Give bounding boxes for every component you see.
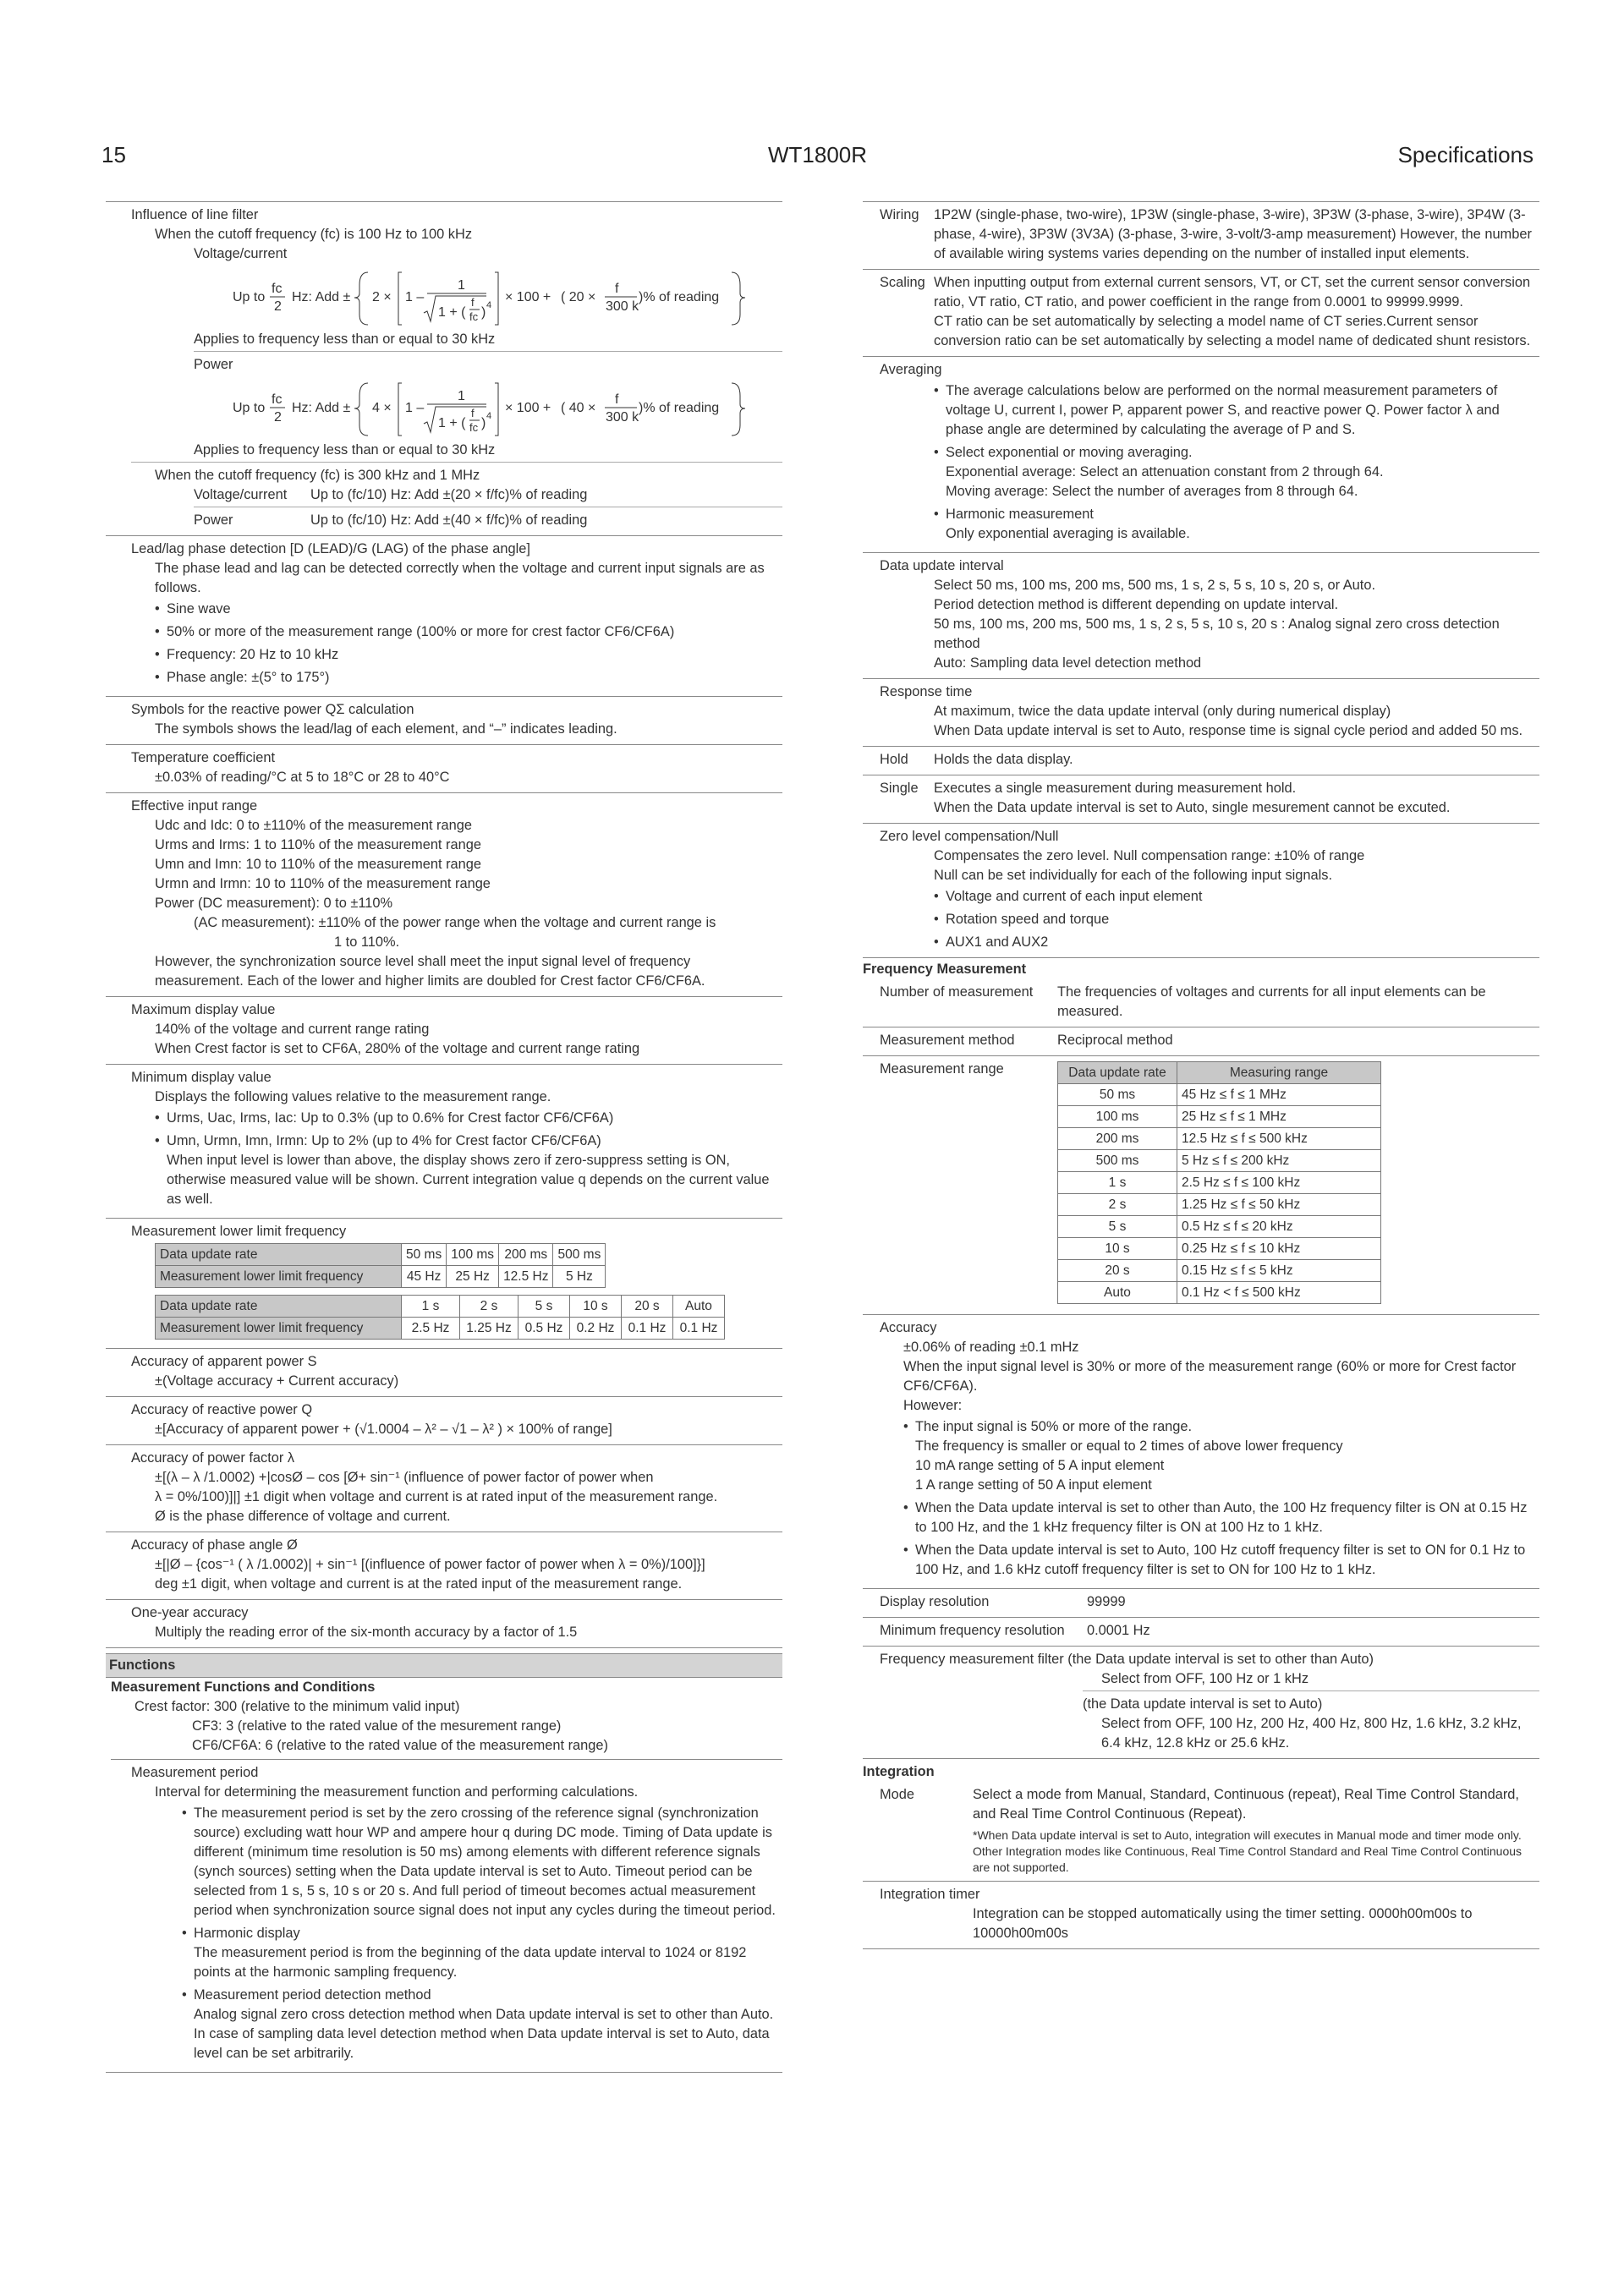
zero-item: • Voltage and current of each input element (934, 887, 1539, 907)
section-title: Specifications (1397, 142, 1533, 167)
disp-res-label: Display resolution (880, 1594, 990, 1609)
reactive-text: ±[Accuracy of apparent power + (√1.0004 – λ² – √1 – λ² ) × 100% of range] (155, 1422, 612, 1437)
cell: 0.25 Hz ≤ f ≤ 10 kHz (1177, 1238, 1381, 1260)
min-freq-block (863, 1618, 1539, 1647)
vc2-row (131, 485, 782, 505)
svg-text:Up to: Up to (233, 290, 266, 304)
cell: 500 ms (553, 1244, 606, 1266)
single-label: Single (880, 781, 919, 796)
cell: 45 Hz (402, 1266, 447, 1288)
p-note: Applies to frequency less than or equal to 30 kHz (194, 442, 496, 458)
eff-title: Effective input range (131, 798, 258, 814)
cell: 0.2 Hz (570, 1318, 622, 1340)
mp-item: • The measurement period is set by the zero crossing of the reference signal (synchronization source) excluding watt hour WP and ampere hour q during DC mode. Timing of Data update is different (minimum time resolution is 50 ms) among elements with different reference signals (synch sources) setting when the Data update interval is set to Auto. Timeout period can be selected from 1 s, 5 s, 10 s or 20 s. And full period of timeout becomes actual measurement period when synchronization source signal does not input any cycles during the timeout period. (182, 1804, 782, 1921)
eff-ac1: (AC measurement): ±110% of the power range when the voltage and current range is (194, 915, 716, 930)
mp-item-title: Measurement period detection method (194, 1987, 431, 2003)
tempco-text: ±0.03% of reading/°C at 5 to 18°C or 28 to 40°C (155, 770, 450, 785)
integ-heading: Integration (863, 1764, 935, 1779)
integ-mode-row (880, 1785, 1539, 1876)
svg-text:f: f (471, 407, 475, 419)
mindisp-item (155, 1132, 782, 1209)
leadlag-text: The phase lead and lag can be detected correctly when the voltage and current input signals are as follows. (155, 561, 765, 595)
cell: 0.1 Hz < f ≤ 500 kHz (1177, 1282, 1381, 1304)
scaling-block (863, 270, 1539, 357)
table-row (1058, 1238, 1381, 1260)
svg-text:1: 1 (458, 389, 465, 403)
p2-row (131, 511, 782, 530)
averaging-block (863, 357, 1539, 553)
averaging-item-a: Only exponential averaging is available. (946, 526, 1190, 541)
svg-text:2 ×: 2 × (372, 290, 392, 304)
apparent-title: Accuracy of apparent power S (131, 1354, 317, 1369)
single-row (880, 779, 1539, 818)
min-freq-value: 0.0001 Hz (1087, 1623, 1150, 1638)
cell: 5 Hz (553, 1266, 606, 1288)
svg-text:1 + (: 1 + ( (438, 416, 466, 430)
filter-block (863, 1647, 1539, 1759)
min-freq-row (880, 1621, 1539, 1641)
left-column (106, 201, 782, 2073)
table-row (1058, 1128, 1381, 1150)
svg-text:Up to: Up to (233, 401, 266, 415)
phase-title: Accuracy of phase angle Ø (131, 1537, 298, 1553)
sep (194, 351, 782, 352)
cell: 0.1 Hz (673, 1318, 725, 1340)
integ-mode-wrap (973, 1785, 1539, 1876)
svg-text:( 20 ×: ( 20 × (561, 290, 596, 304)
hold-block (863, 747, 1539, 775)
freq-method-block (863, 1027, 1539, 1056)
eff-block (106, 793, 782, 997)
response-block (863, 679, 1539, 747)
line-filter-title: Influence of line filter (131, 207, 259, 222)
cell: 2.5 Hz ≤ f ≤ 100 kHz (1177, 1172, 1381, 1194)
averaging-item-b: Moving average: Select the number of averages from 8 through 64. (946, 484, 1358, 499)
reactive-block (106, 1397, 782, 1445)
cell: 5 s (1058, 1216, 1177, 1238)
cell: 25 Hz (447, 1266, 499, 1288)
pf-l1: ±[(λ – λ /1.0002) +|cosØ – cos [Ø+ sin⁻¹ (influence of power factor of power when (155, 1470, 654, 1485)
oneyear-title: One-year accuracy (131, 1605, 249, 1620)
hold-row (880, 750, 1539, 770)
cell: 500 ms (1058, 1150, 1177, 1172)
zero-item: • AUX1 and AUX2 (934, 933, 1539, 952)
table-row (1058, 1282, 1381, 1304)
cell: 200 ms (499, 1244, 553, 1266)
cell: 50 ms (402, 1244, 447, 1266)
integ-timer-title: Integration timer (880, 1887, 980, 1902)
vc-note: Applies to frequency less than or equal to 30 kHz (194, 332, 496, 347)
hold-label: Hold (880, 752, 908, 767)
leadlag-item: • 50% or more of the measurement range (100% or more for crest factor CF6/CF6A) (155, 622, 782, 642)
leadlag-item: • Phase angle: ±(5° to 175°) (155, 668, 782, 688)
functions-subheading: Measurement Functions and Conditions (111, 1680, 376, 1695)
svg-text:Hz: Add ±: Hz: Add ± (292, 290, 351, 304)
cell: 1.25 Hz ≤ f ≤ 50 kHz (1177, 1194, 1381, 1216)
phase-l1: ±[|Ø – {cos⁻¹ ( λ /1.0002)| + sin⁻¹ [(influence of power factor of power when λ = 0%)/100]}] (155, 1557, 705, 1572)
tempco-block (106, 745, 782, 793)
leadlag-list (131, 600, 782, 688)
dui-l3: 50 ms, 100 ms, 200 ms, 500 ms, 1 s, 2 s, 5 s, 10 s, 20 s : Analog signal zero cross detection method (934, 616, 1500, 651)
zero-list (880, 887, 1539, 952)
cell: 1 s (402, 1296, 460, 1318)
functions-body (106, 1678, 782, 1760)
svg-text:f: f (615, 392, 619, 407)
cell: 0.5 Hz (518, 1318, 570, 1340)
scaling-text2: CT ratio can be set automatically by selecting a model name of CT series.Current sensor conversion ratio can be set automatically by selecting a model name of dedicated shunt resistors. (934, 314, 1531, 348)
averaging-item (934, 443, 1539, 501)
pf-l2: λ = 0%/100)]|] ±1 digit when voltage and current is at rated input of the measurement range. (155, 1489, 718, 1504)
mindisp-item-text: Umn, Urmn, Imn, Irmn: Up to 2% (up to 4% for Crest factor CF6/CF6A) (167, 1133, 601, 1148)
p2-label: Power (194, 512, 233, 528)
svg-text:)% of reading: )% of reading (639, 290, 720, 304)
eff-line: Urms and Irms: 1 to 110% of the measurement range (155, 837, 481, 852)
freq-acc-item: • When the Data update interval is set to other than Auto, the 100 Hz frequency filter is ON at 0.15 Hz to 100 Hz, and the 1 kHz frequency filter is ON at 100 Hz to 1 kHz. (903, 1499, 1539, 1537)
svg-text:fc: fc (469, 421, 479, 434)
freq-acc-l2: When the input signal level is 30% or more of the measurement range (60% or more for Crest factor CF6/CF6A). (903, 1359, 1517, 1394)
svg-text:1 –: 1 – (405, 290, 425, 304)
cell: 200 ms (1058, 1128, 1177, 1150)
maxdisp-block (106, 997, 782, 1065)
freq-method-row (880, 1031, 1539, 1050)
mindisp-block (106, 1065, 782, 1219)
pf-block (106, 1445, 782, 1532)
apparent-block (106, 1349, 782, 1397)
sep (1083, 1690, 1539, 1691)
cell: Auto (1058, 1282, 1177, 1304)
table-row (1058, 1216, 1381, 1238)
eff-line: Umn and Imn: 10 to 110% of the measurement range (155, 857, 482, 872)
mp-title: Measurement period (131, 1765, 259, 1780)
cell: 10 s (1058, 1238, 1177, 1260)
svg-text:4: 4 (486, 411, 492, 421)
cell: Auto (673, 1296, 725, 1318)
svg-text:f: f (615, 282, 619, 296)
maxdisp-l2: When Crest factor is set to CF6A, 280% of the voltage and current range rating (155, 1041, 640, 1056)
freq-acc-block (863, 1315, 1539, 1589)
zero-title: Zero level compensation/Null (880, 829, 1059, 844)
lowerlimit-table-2 (155, 1295, 725, 1340)
disp-res-row (880, 1592, 1539, 1612)
single-l1: Executes a single measurement during measurement hold. (934, 781, 1297, 796)
cell: 0.5 Hz ≤ f ≤ 20 kHz (1177, 1216, 1381, 1238)
svg-text:1: 1 (458, 278, 465, 293)
integ-mode-block (863, 1782, 1539, 1882)
averaging-item-title: Harmonic measurement (946, 507, 1094, 522)
symbols-block (106, 697, 782, 745)
svg-text:fc: fc (272, 392, 283, 407)
cell: 5 s (518, 1296, 570, 1318)
zero-block (863, 824, 1539, 957)
cell: 20 s (1058, 1260, 1177, 1282)
cell: 0.15 Hz ≤ f ≤ 5 kHz (1177, 1260, 1381, 1282)
power-label: Power (194, 357, 233, 372)
response-l2: When Data update interval is set to Auto, response time is signal cycle period and added 50 ms. (934, 723, 1523, 738)
freq-acc-title: Accuracy (880, 1320, 937, 1335)
eff-note: However, the synchronization source level shall meet the input signal level of frequency measurement. Each of the lower and higher limits are doubled for Crest factor CF6/CF6A. (155, 954, 705, 989)
integ-mode-note: *When Data update interval is set to Auto, integration will executes in Manual mode and timer mode only. Other Integration modes like Continuous, Real Time Control Standard and Real Time Control Continuous are not supported. (973, 1828, 1522, 1874)
freq-acc-item-a: The frequency is smaller or equal to 2 times of above lower frequency (915, 1438, 1343, 1454)
table-header: Data update rate (1058, 1062, 1177, 1084)
dui-l4: Auto: Sampling data level detection method (934, 655, 1202, 671)
mindisp-item: • Urms, Uac, Irms, Iac: Up to 0.3% (up to 0.6% for Crest factor CF6/CF6A) (155, 1109, 782, 1128)
integ-mode-text: Select a mode from Manual, Standard, Continuous (repeat), Real Time Control Standard, and Real Time Control Continuous (Repeat). (973, 1787, 1519, 1822)
cell: 12.5 Hz ≤ f ≤ 500 kHz (1177, 1128, 1381, 1150)
eff-line: Urmn and Irmn: 10 to 110% of the measurement range (155, 876, 491, 891)
scaling-row (880, 273, 1539, 351)
integ-mode-label: Mode (880, 1787, 915, 1802)
model-name: WT1800R (768, 142, 868, 167)
freq-acc-item-c: 1 A range setting of 50 A input element (915, 1477, 1152, 1493)
lowerlimit-block (106, 1219, 782, 1349)
phase-l2: deg ±1 digit, when voltage and current is at the rated input of the measurement range. (155, 1576, 683, 1592)
table-row (1058, 1260, 1381, 1282)
averaging-item-a: Exponential average: Select an attenuation constant from 2 through 64. (946, 464, 1384, 479)
scaling-text: When inputting output from external current sensors, VT, or CT, set the current sensor conversion ratio, VT ratio, CT ratio, and power coefficient in the range from 0.0001 to 99999.9999. (934, 275, 1531, 310)
response-title: Response time (880, 684, 973, 699)
vc2-text: Up to (fc/10) Hz: Add ±(20 × f/fc)% of reading (310, 487, 588, 502)
freq-method-label: Measurement method (880, 1033, 1015, 1048)
averaging-item: • The average calculations below are performed on the normal measurement parameters of voltage U, current I, power P, apparent power S, and reactive power Q. Power factor λ and phase angle are determined by calculating the average of P and S. (934, 381, 1539, 440)
lowerlimit-table-1 (155, 1243, 606, 1288)
averaging-item (934, 505, 1539, 544)
crest-l3: CF6/CF6A: 6 (relative to the rated value of the measurement range) (111, 1736, 782, 1760)
table-row (1058, 1172, 1381, 1194)
cell: 2 s (1058, 1194, 1177, 1216)
functions-heading: Functions (106, 1653, 782, 1678)
maxdisp-title: Maximum display value (131, 1002, 276, 1017)
p2-text: Up to (fc/10) Hz: Add ±(40 × f/fc)% of reading (310, 512, 588, 528)
freq-num-label: Number of measurement (880, 984, 1034, 1000)
table-header: Data update rate (156, 1244, 402, 1266)
crest-l2: CF3: 3 (relative to the rated value of the mesurement range) (192, 1718, 562, 1734)
cell: 25 Hz ≤ f ≤ 1 MHz (1177, 1106, 1381, 1128)
mp-block (106, 1760, 782, 2073)
dui-l2: Period detection method is different depending on update interval. (934, 597, 1339, 612)
svg-text:)% of reading: )% of reading (639, 401, 720, 415)
averaging-title: Averaging (880, 362, 942, 377)
freq-acc-item (903, 1417, 1539, 1495)
table-row (1058, 1106, 1381, 1128)
wiring-label: Wiring (880, 207, 919, 222)
filter-l3: (the Data update interval is set to Auto) (1083, 1696, 1323, 1712)
cell: 2.5 Hz (402, 1318, 460, 1340)
mp-item-title: Harmonic display (194, 1926, 300, 1941)
cell: 50 ms (1058, 1084, 1177, 1106)
svg-text:4: 4 (486, 300, 492, 310)
apparent-text: ±(Voltage accuracy + Current accuracy) (155, 1373, 399, 1389)
single-block (863, 775, 1539, 824)
line-filter-block (106, 201, 782, 536)
mindisp-title: Minimum display value (131, 1070, 272, 1085)
svg-text:300 k: 300 k (606, 299, 639, 314)
lowerlimit-title: Measurement lower limit frequency (131, 1224, 347, 1239)
svg-text:1 –: 1 – (405, 401, 425, 415)
dui-title: Data update interval (880, 558, 1004, 573)
cell: 0.1 Hz (622, 1318, 673, 1340)
integ-timer-text: Integration can be stopped automatically using the timer setting. 0000h00m00s to 10000h00m00s (973, 1906, 1473, 1941)
filter-l1: Frequency measurement filter (the Data update interval is set to other than Auto) (880, 1652, 1374, 1667)
mindisp-text: Displays the following values relative to the measurement range. (155, 1089, 551, 1104)
response-l1: At maximum, twice the data update interval (only during numerical display) (934, 704, 1391, 719)
oneyear-text: Multiply the reading error of the six-month accuracy by a factor of 1.5 (155, 1625, 578, 1640)
svg-text:300 k: 300 k (606, 410, 639, 425)
cell: 10 s (570, 1296, 622, 1318)
pf-title: Accuracy of power factor λ (131, 1450, 295, 1466)
p-formula-graphic (233, 375, 774, 441)
svg-text:1 + (: 1 + ( (438, 305, 466, 320)
zero-item: • Rotation speed and torque (934, 910, 1539, 929)
freq-acc-l3: However: (903, 1398, 963, 1413)
mp-item-text: Analog signal zero cross detection method when Data update interval is set to other than Auto. In case of sampling data level detection method when Data update interval is set to Auto, data level can be set arbitrarily. (194, 2007, 774, 2061)
vc2-label: Voltage/current (194, 487, 288, 502)
svg-text:2: 2 (274, 299, 282, 314)
svg-text:4 ×: 4 × (372, 401, 392, 415)
disp-res-block (863, 1589, 1539, 1618)
freq-acc-l1: ±0.06% of reading ±0.1 mHz (903, 1340, 1079, 1355)
vc-label: Voltage/current (194, 246, 288, 261)
hold-text: Holds the data display. (934, 752, 1073, 767)
mp-list (131, 1804, 782, 2063)
scaling-text-wrap (934, 273, 1539, 351)
freq-acc-item-b: 10 mA range setting of 5 A input element (915, 1458, 1165, 1473)
maxdisp-l1: 140% of the voltage and current range rating (155, 1022, 430, 1037)
svg-text:2: 2 (274, 410, 282, 425)
pf-l3: Ø is the phase difference of voltage and current. (155, 1509, 451, 1524)
page-number: 15 (102, 142, 126, 167)
p-formula (131, 375, 782, 441)
freq-range-label: Measurement range (880, 1061, 1004, 1077)
vc-formula (131, 264, 782, 330)
freq-range-row (880, 1060, 1539, 1309)
table-row (1058, 1194, 1381, 1216)
scaling-label: Scaling (880, 275, 925, 290)
svg-text:( 40 ×: ( 40 × (561, 401, 596, 415)
averaging-list (880, 381, 1539, 544)
freq-acc-list (880, 1417, 1539, 1580)
cell: 45 Hz ≤ f ≤ 1 MHz (1177, 1084, 1381, 1106)
freq-acc-item-text: The input signal is 50% or more of the range. (915, 1419, 1193, 1434)
freq-range-table (1057, 1061, 1381, 1304)
filter-l4: Select from OFF, 100 Hz, 200 Hz, 400 Hz, 800 Hz, 1.6 kHz, 3.2 kHz, 6.4 kHz, 12.8 kHz or 25.6 kHz. (1101, 1716, 1522, 1751)
leadlag-item: • Sine wave (155, 600, 782, 619)
dui-block (863, 553, 1539, 679)
leadlag-block (106, 536, 782, 697)
cell: 1.25 Hz (460, 1318, 518, 1340)
cond2: When the cutoff frequency (fc) is 300 kHz and 1 MHz (155, 468, 480, 483)
mindisp-item-note: When input level is lower than above, the display shows zero if zero-suppress setting is ON, otherwise measured value will be shown. Current integration value q depends on the current value as well. (167, 1153, 770, 1207)
table-header: Measurement lower limit frequency (156, 1318, 402, 1340)
symbols-title: Symbols for the reactive power QΣ calculation (131, 702, 414, 717)
averaging-item-title: Select exponential or moving averaging. (946, 445, 1193, 460)
zero-l1: Compensates the zero level. Null compensation range: ±10% of range (934, 848, 1365, 863)
right-column (863, 201, 1539, 1949)
svg-text:Hz: Add ±: Hz: Add ± (292, 401, 351, 415)
table-row (1058, 1084, 1381, 1106)
wiring-row (880, 205, 1539, 264)
eff-line: Udc and Idc: 0 to ±110% of the measurement range (155, 818, 472, 833)
wiring-block (863, 201, 1539, 270)
single-text-wrap (934, 779, 1450, 818)
eff-line: Power (DC measurement): 0 to ±110% (155, 896, 393, 911)
cell: 100 ms (447, 1244, 499, 1266)
table-header: Measuring range (1177, 1062, 1381, 1084)
dui-l1: Select 50 ms, 100 ms, 200 ms, 500 ms, 1 s, 2 s, 5 s, 10 s, 20 s, or Auto. (934, 578, 1376, 593)
svg-text:fc: fc (272, 282, 283, 296)
single-l2: When the Data update interval is set to Auto, single mesurement cannot be excuted. (934, 800, 1451, 815)
symbols-text: The symbols shows the lead/lag of each element, and “–” indicates leading. (155, 721, 617, 737)
svg-text:): ) (481, 416, 486, 430)
cell: 12.5 Hz (499, 1266, 553, 1288)
sep (131, 462, 782, 463)
svg-text:fc: fc (469, 310, 479, 323)
cell: 20 s (622, 1296, 673, 1318)
oneyear-block (106, 1600, 782, 1648)
cond1: When the cutoff frequency (fc) is 100 Hz to 100 kHz (155, 227, 473, 242)
filter-l2: Select from OFF, 100 Hz or 1 kHz (1101, 1671, 1309, 1686)
mp-item-text: The measurement period is from the beginning of the data update interval to 1024 or 8192 points at the harmonic sampling frequency. (194, 1945, 747, 1980)
freq-acc-item: • When the Data update interval is set to Auto, 100 Hz cutoff frequency filter is set to ON for 0.1 Hz to 100 Hz, and 1.6 kHz cutoff frequency filter is set to ON for 100 Hz to 1 kHz. (903, 1541, 1539, 1580)
leadlag-item: • Frequency: 20 Hz to 10 kHz (155, 645, 782, 665)
svg-text:× 100 +: × 100 + (505, 290, 551, 304)
freq-num-row (880, 983, 1539, 1022)
reactive-title: Accuracy of reactive power Q (131, 1402, 313, 1417)
cell: 2 s (460, 1296, 518, 1318)
svg-text:× 100 +: × 100 + (505, 401, 551, 415)
freq-num-text: The frequencies of voltages and currents for all input elements can be measured. (1057, 984, 1486, 1019)
table-header: Data update rate (156, 1296, 402, 1318)
mindisp-list (131, 1109, 782, 1209)
table-row (1058, 1150, 1381, 1172)
zero-l2: Null can be set individually for each of the following input signals. (934, 868, 1333, 883)
cell: 100 ms (1058, 1106, 1177, 1128)
disp-res-value: 99999 (1087, 1594, 1126, 1609)
freq-num-block (863, 979, 1539, 1027)
min-freq-label: Minimum frequency resolution (880, 1623, 1065, 1638)
svg-text:): ) (481, 305, 486, 320)
phase-block (106, 1532, 782, 1600)
integ-timer-block (863, 1882, 1539, 1949)
mp-item (182, 1924, 782, 1982)
svg-text:f: f (471, 296, 475, 309)
leadlag-title: Lead/lag phase detection [D (LEAD)/G (LAG) of the phase angle] (131, 541, 530, 556)
cell: 5 Hz ≤ f ≤ 200 kHz (1177, 1150, 1381, 1172)
tempco-title: Temperature coefficient (131, 750, 276, 765)
freq-method-text: Reciprocal method (1057, 1033, 1173, 1048)
crest-l1: Crest factor: 300 (relative to the minimum valid input) (134, 1699, 460, 1714)
freq-range-block (863, 1056, 1539, 1315)
freq-heading: Frequency Measurement (863, 957, 1539, 979)
mp-text: Interval for determining the measurement function and performing calculations. (155, 1784, 639, 1800)
eff-ac2: 1 to 110%. (334, 934, 400, 950)
cell: 1 s (1058, 1172, 1177, 1194)
table-header: Measurement lower limit frequency (156, 1266, 402, 1288)
mp-item (182, 1986, 782, 2063)
wiring-text: 1P2W (single-phase, two-wire), 1P3W (single-phase, 3-wire), 3P3W (3-phase, 3-wire), 3P4W (3-phase, 4-wire), 3P3W (3V3A) (3-phase, 3-wire, 3-volt/3-amp measurement) However, the number of available wiring systems varies depending on the number of installed input elements. (934, 207, 1532, 261)
vc-formula-graphic (233, 264, 774, 330)
